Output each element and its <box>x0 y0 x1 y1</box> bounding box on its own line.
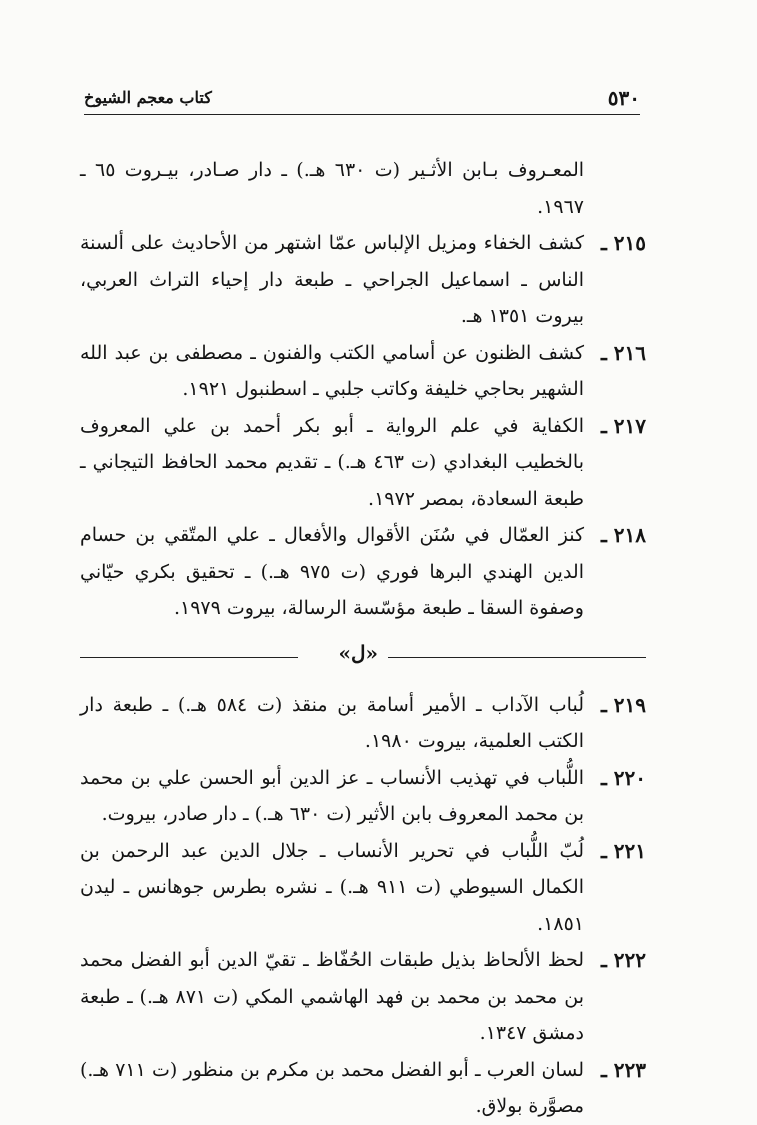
bibliography-body <box>80 152 646 1125</box>
entry-number: ٢٢٣ ـ <box>600 1057 646 1082</box>
bibliography-entry <box>80 942 646 1052</box>
divider-line-left <box>80 657 298 658</box>
entry-number: ٢١٥ ـ <box>600 231 646 255</box>
page-number: ٥٣٠ <box>607 86 640 110</box>
entry-text: لحظ الألحاظ بذيل طبقات الحُفّاظ ـ تقيّ الدين أبو الفضل محمد بن محمد بن محمد بن فهد الهاشمي المكي (ت ٨٧١ هـ.) ـ طبعة دمشق ١٣٤٧. <box>80 949 584 1044</box>
entry-number: ٢١٦ ـ <box>600 340 646 365</box>
entry-text: كنز العمّال في سُنَن الأقوال والأفعال ـ علي المتّقي بن حسام الدين الهندي البرها فوري (ت ٩٧٥ هـ.) ـ تحقيق بكري حيّاني وصفوة السقا ـ طبعة مؤسّسة الرسالة، بيروت ١٩٧٩. <box>80 524 584 619</box>
entry-number: ٢١٩ ـ <box>600 692 646 717</box>
section-divider <box>80 635 646 681</box>
entry-number: ٢١٨ ـ <box>600 523 646 547</box>
bibliography-entry <box>80 335 646 408</box>
running-title: كتاب معجم الشيوخ <box>84 88 212 107</box>
entry-text: لُباب الآداب ـ الأمير أسامة بن منقذ (ت ٥٨٤ هـ.) ـ طبعة دار الكتب العلمية، بيروت ١٩٨٠. <box>80 693 584 752</box>
bibliography-entry <box>80 1052 646 1125</box>
entry-text: المعـروف بـابن الأثـير (ت ٦٣٠ هـ.) ـ دار صـادر، بيـروت ٦٥ ـ ١٩٦٧. <box>80 159 585 218</box>
entry-text: كشف الظنون عن أسامي الكتب والفنون ـ مصطفى بن عبد الله الشهير بحاجي خليفة وكاتب جلبي ـ اسطنبول ١٩٢١. <box>80 341 584 400</box>
entry-number: ٢٢١ ـ <box>600 838 646 863</box>
bibliography-entry <box>80 833 646 943</box>
entry-number: ٢٢٢ ـ <box>600 948 646 972</box>
bibliography-entry <box>80 225 646 335</box>
entry-text: لسان العرب ـ أبو الفضل محمد بن مكرم بن منظور (ت ٧١١ هـ.) مصوَّرة بولاق. <box>80 1058 584 1117</box>
section-letter: «ل» <box>338 640 378 665</box>
bibliography-entry <box>80 760 646 833</box>
divider-line-right <box>388 657 646 658</box>
entry-text: لُبّ اللُّباب في تحرير الأنساب ـ جلال الدين عبد الرحمن بن الكمال السيوطي (ت ٩١١ هـ.) ـ نشره بطرس جوهانس ـ ليدن ١٨٥١. <box>80 839 584 935</box>
bibliography-entry <box>80 152 646 225</box>
page-header <box>84 84 640 115</box>
entry-text: كشف الخفاء ومزيل الإلباس عمّا اشتهر من الأحاديث على ألسنة الناس ـ اسماعيل الجراحي ـ طبعة دار إحياء التراث العربي، بيروت ١٣٥١ هـ. <box>80 232 584 327</box>
bibliography-entry <box>80 408 646 518</box>
bibliography-entry <box>80 517 646 627</box>
bibliography-entry <box>80 687 646 760</box>
entry-number: ٢٢٠ ـ <box>600 765 646 790</box>
entry-number: ٢١٧ ـ <box>600 413 646 438</box>
entry-text: الكفاية في علم الرواية ـ أبو بكر أحمد بن علي المعروف بالخطيب البغدادي (ت ٤٦٣ هـ.) ـ تقديم محمد الحافظ التيجاني ـ طبعة السعادة، بمصر ١٩٧٢. <box>80 414 584 510</box>
entry-text: اللُّباب في تهذيب الأنساب ـ عز الدين أبو الحسن علي بن محمد بن محمد المعروف بابن الأثير (ت ٦٣٠ هـ.) ـ دار صادر، بيروت. <box>80 766 584 825</box>
